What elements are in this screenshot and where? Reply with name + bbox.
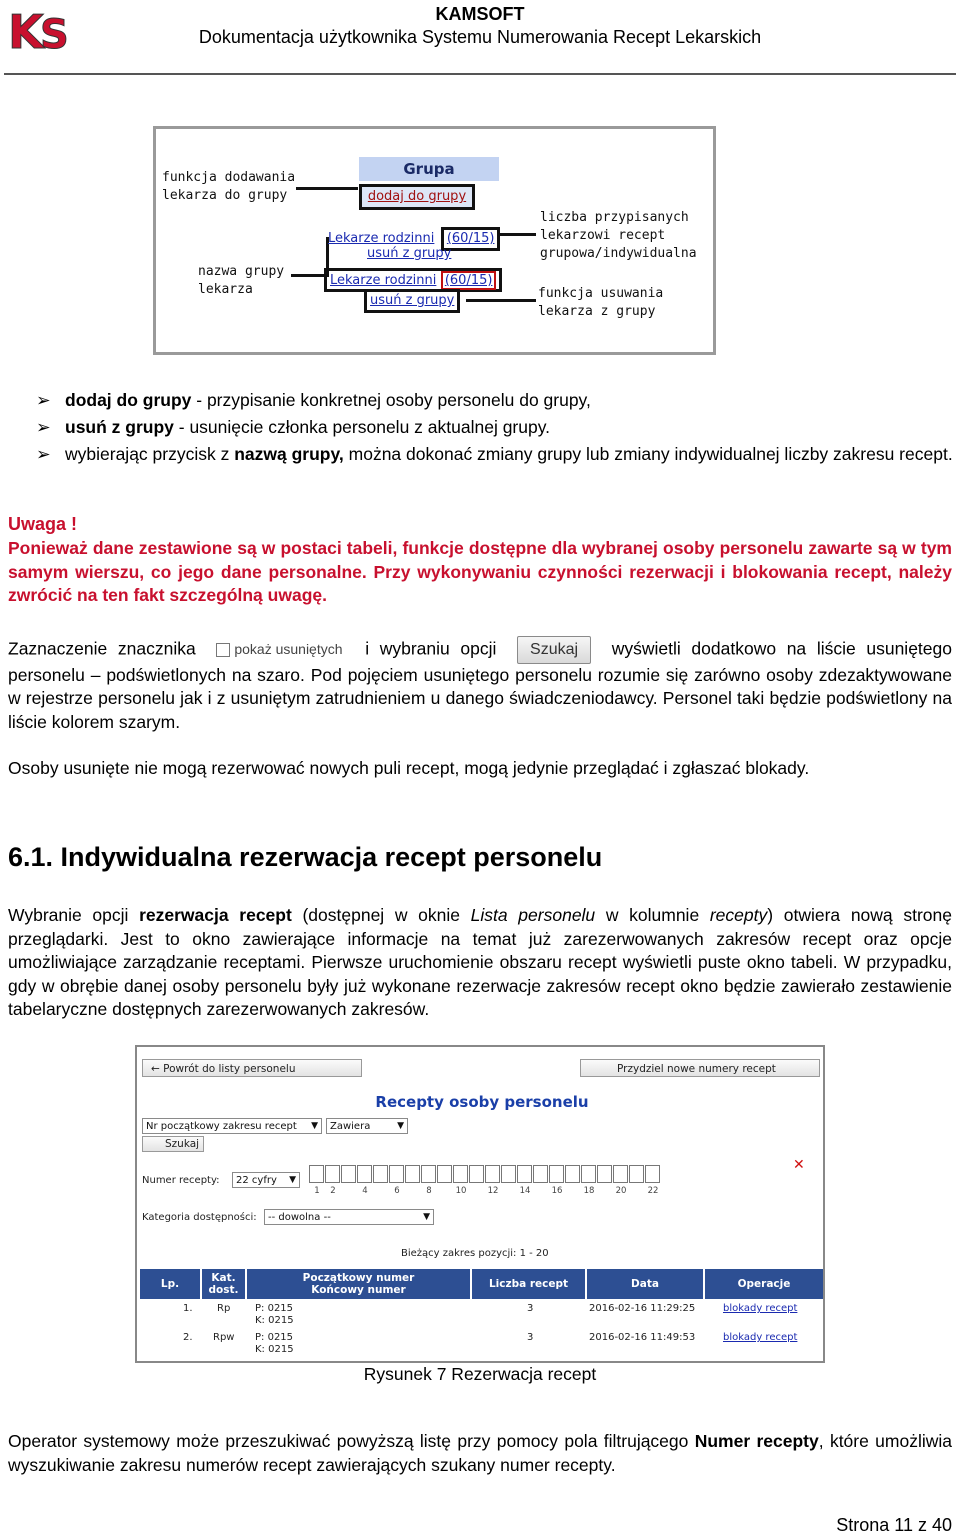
contains-select[interactable]: Zawiera ▼ [326,1118,408,1134]
digit-cell[interactable] [533,1165,548,1183]
label-remove-function: funkcja usuwania lekarza z grupy [538,286,664,319]
digit-cell-number: 14 [519,1186,531,1196]
prescription-reservation-figure: ← Powrót do listy personelu Przydziel nowe numery recept Recepty osoby personelu Nr początkowy zakresu recept ▼ Zawiera ▼ Szukaj Numer recepty: 22 cyfry ▼ 1 2 4 6 8 10 12 14 16 18 20 22 ✕ Kategoria dostępności: -- dowolna -- ▼ Bieżący zakres pozycji: 1 - 20 Lp. Kat. dost. Początkowy numer Końcowy numer Liczba recept Data Operacje 1. Rp P: 0215 K: 0215 3 2016-02-16 11:29:25 blokady recept 2. Rpw P: 0215 K: 0215 3 2016-02-16 11:49:53 blokady recept [135,1045,825,1363]
digit-cell[interactable] [373,1165,388,1183]
digit-cell[interactable] [389,1165,404,1183]
category-label: Kategoria dostępności: [142,1212,257,1223]
section-heading: 6.1. Indywidualna rezerwacja recept personelu [8,842,603,872]
checkbox-icon [216,643,230,657]
block-link[interactable]: blokady recept [723,1332,798,1343]
chevron-down-icon: ▼ [397,1121,404,1131]
block-link[interactable]: blokady recept [723,1303,798,1314]
paragraph-removed-restriction: Osoby usunięte nie mogą rezerwować nowych puli recept, mogą jedynie przeglądać i zgłaszać blokady. [8,758,810,778]
range-info: Bieżący zakres pozycji: 1 - 20 [401,1248,549,1259]
col-date: Data [587,1269,705,1299]
list-item: ➢ dodaj do grupy - przypisanie konkretnej osoby personelu do grupy, [36,390,591,410]
add-to-group-link[interactable]: dodaj do grupy [359,184,475,210]
list-item: ➢ wybierając przycisk z nazwą grupy, można dokonać zmiany grupy lub zmiany indywidualnej liczby zakresu recept. [36,444,953,464]
chevron-down-icon: ▼ [289,1175,296,1185]
pointer-line [500,233,536,236]
svg-text:K: K [8,5,44,56]
digit-cell-number: 12 [487,1186,499,1196]
digit-cell[interactable] [325,1165,340,1183]
digit-cell[interactable] [485,1165,500,1183]
clear-icon[interactable]: ✕ [793,1157,805,1173]
category-select[interactable]: -- dowolna -- ▼ [264,1209,434,1225]
digit-cell-number: 22 [647,1186,659,1196]
group-name-link[interactable]: Lekarze rodzinni [328,231,435,246]
list-item: ➢ usuń z grupy - usunięcie członka personelu z aktualnej grupy. [36,417,551,437]
label-group-name: nazwa grupy lekarza [198,264,285,297]
digit-cell-number: 8 [426,1186,432,1196]
digit-cell-number: 20 [615,1186,627,1196]
digit-cell[interactable] [581,1165,596,1183]
digit-cell-number: 18 [583,1186,595,1196]
page-number: Strona 11 z 40 [836,1515,952,1535]
svg-text:S: S [40,12,69,56]
digit-cell-number: 16 [551,1186,563,1196]
header-divider [4,73,956,75]
col-numbers: Początkowy numer Końcowy numer [247,1269,472,1299]
digit-cell[interactable] [453,1165,468,1183]
digit-cell-number: 10 [455,1186,467,1196]
col-lp: Lp. [140,1269,202,1299]
digit-cell[interactable] [469,1165,484,1183]
warning-text: Ponieważ dane zestawione są w postaci tabeli, funkcje dostępne dla wybranej osoby personelu zawarte są w tym samym wierszu, co jego dane personalne. Przy wykonywaniu czynności rezerwacji i blokowania recept, należy zwrócić na ten fakt szczególną uwagę. [8,538,952,605]
col-count: Liczba recept [472,1269,587,1299]
pointer-line [296,187,358,190]
label-add-function: funkcja dodawania lekarza do grupy [162,170,296,203]
digit-cell-number: 2 [330,1186,336,1196]
digit-cell-number: 1 [314,1186,320,1196]
pointer-line [466,299,536,302]
digit-cell[interactable] [405,1165,420,1183]
paragraph-show-removed: Zaznaczenie znacznika pokaż usuniętych i wybraniu opcji Szukaj wyświetli dodatkowo na liście usuniętego personelu – podświetlonych na szaro. Pod pojęciem usuniętego personelu rozumie się zarówno osoby zdezaktywowane w rejestrze personelu jak i z usuniętym zatrudnieniem u danego świadczeniodawcy. Personel taki będzie podświetlony na liście kolorem szarym. [8,636,952,734]
search-button[interactable]: Szukaj [142,1136,204,1152]
digit-cell[interactable] [645,1165,660,1183]
digit-cell[interactable] [357,1165,372,1183]
digit-cell[interactable] [437,1165,452,1183]
search-button-sample: Szukaj [517,636,591,664]
digit-cell[interactable] [549,1165,564,1183]
digit-cell[interactable] [421,1165,436,1183]
digits-select[interactable]: 22 cyfry ▼ [232,1172,300,1188]
paragraph-filter: Operator systemowy może przeszukiwać powyższą listę przy pomocy pola filtrującego Numer recepty, które umożliwia wyszukiwanie zakresu numerów recept zawierających szukany numer recepty. [8,1431,952,1475]
figure-caption: Rysunek 7 Rezerwacja recept [363,1364,597,1384]
company-name: KAMSOFT [435,4,525,24]
group-header: Grupa [359,157,499,181]
group-functions-figure [153,126,716,355]
digit-cell[interactable] [597,1165,612,1183]
chevron-down-icon: ▼ [311,1121,318,1131]
paragraph-reservation: Wybranie opcji rezerwacja recept (dostępnej w oknie Lista personelu w kolumnie recepty) otwiera nową stronę przeglądarki. Jest to okno zawierające informacje na temat już zarezerwowanych zakresów recept oraz opcje umożliwiające zarządzanie receptami. Pierwsze uruchomienie obszaru recept wyświetli puste okno tabeli. W przypadku, gdy w obrębie danej osoby personelu były już wykonane rezerwacje zakresów recept okno będzie zawierało zestawienie tabelaryczne dostępnych zarezerwowanych zakresów. [8,905,952,1019]
digit-cell[interactable] [613,1165,628,1183]
group-name-link[interactable]: Lekarze rodzinni [330,273,437,288]
number-label: Numer recepty: [142,1175,220,1186]
digit-cell[interactable] [629,1165,644,1183]
digit-cell[interactable] [341,1165,356,1183]
assign-new-numbers-button[interactable]: Przydziel nowe numery recept [580,1059,820,1077]
col-category: Kat. dost. [202,1269,247,1299]
chevron-down-icon: ▼ [423,1212,430,1222]
digit-cell[interactable] [565,1165,580,1183]
start-number-select[interactable]: Nr początkowy zakresu recept ▼ [142,1118,322,1134]
bullet-list [36,388,956,466]
document-subtitle: Dokumentacja użytkownika Systemu Numerowania Recept Lekarskich [198,27,762,47]
digit-cell-number: 6 [394,1186,400,1196]
warning-title: Uwaga ! [8,514,78,534]
back-button[interactable]: ← Powrót do listy personelu [142,1059,362,1077]
digit-cell-number: 4 [362,1186,368,1196]
digit-cell[interactable] [517,1165,532,1183]
col-operations: Operacje [705,1269,825,1299]
figure-title: Recepty osoby personelu [375,1093,589,1111]
pointer-line [291,274,327,277]
digit-cell[interactable] [309,1165,324,1183]
remove-from-group-link[interactable]: usuń z grupy [367,246,452,261]
count-link[interactable]: (60/15) [441,227,501,251]
digit-cell[interactable] [501,1165,516,1183]
count-link[interactable]: (60/15) [441,271,497,290]
show-removed-checkbox: pokaż usuniętych [216,638,342,662]
label-count: liczba przypisanych lekarzowi recept grupowa/indywidualna [540,210,697,261]
remove-from-group-link[interactable]: usuń z grupy [364,289,460,313]
